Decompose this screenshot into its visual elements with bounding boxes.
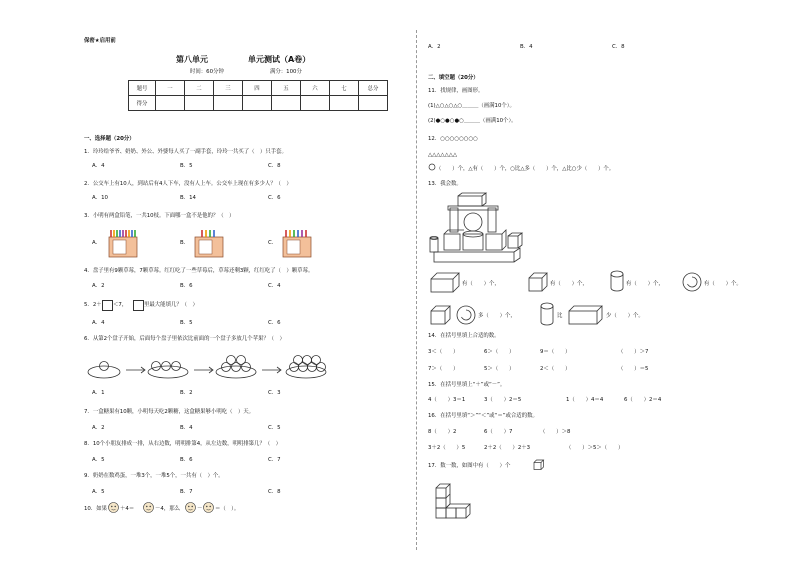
q9-option-c: C．8 [268, 489, 281, 495]
score-cell: 得分 [129, 96, 156, 111]
q16-item: 2＋2（ ）2＋3 [484, 445, 531, 451]
question-10-part-a: 10．如果 [84, 506, 108, 512]
count-cuboid-label: 有（ ）个， [462, 281, 500, 287]
question-11-part-1: (1)△○△○△○＿＿＿（画满10个）。 [428, 103, 515, 109]
compare-than-label: 比 [557, 313, 563, 319]
cube-icon [528, 272, 548, 292]
score-cell[interactable] [185, 96, 214, 111]
q3-option-a: A． [92, 240, 102, 246]
question-10-part-e: ＝（ ）。 [215, 506, 240, 512]
score-table-score-row [129, 96, 388, 111]
question-15: 15．在括号里填上“＋”或“－”。 [428, 382, 506, 388]
sphere-icon [682, 272, 702, 292]
block-castle-illustration [430, 194, 530, 266]
pencil-box-icon [194, 228, 224, 258]
plate-icon [88, 362, 120, 379]
q14-item: 7＞（ ） [428, 366, 459, 372]
q8-option-a: A．5 [92, 457, 105, 463]
q14-item: 5＞（ ） [484, 366, 515, 372]
score-cell[interactable] [359, 96, 388, 111]
circle-icon [428, 163, 436, 171]
count-cube-label: 有（ ）个， [550, 281, 588, 287]
question-1: 1．玲玲给爷爷、奶奶、外公、外婆每人买了一副手套，玲玲一共买了（ ）只手套。 [84, 149, 287, 155]
q16-item: 8（ ）2 [428, 429, 457, 435]
score-cell: 六 [301, 81, 330, 96]
test-title: 单元测试（A卷） [248, 55, 311, 64]
q10-option-a: A．2 [428, 44, 441, 50]
cartoon-face-icon [143, 502, 154, 513]
q14-item: （ ）＞7 [618, 349, 649, 355]
cuboid-icon [430, 272, 460, 294]
plate-icon [286, 356, 326, 379]
count-sphere-label: 有（ ）个。 [704, 281, 742, 287]
q9-option-b: B．7 [180, 489, 193, 495]
q3-option-b: B． [180, 240, 190, 246]
q16-item: 6（ ）7 [484, 429, 513, 435]
cube-icon [533, 459, 545, 470]
column-divider [416, 30, 417, 550]
q16-item: （ ）＞8 [540, 429, 571, 435]
compare-more-label: 多（ ）个， [478, 313, 516, 319]
sphere-icon [456, 305, 476, 325]
score-cell: 三 [214, 81, 243, 96]
question-5-part-a: 5．2＋ [84, 302, 102, 308]
q15-item: 6（ ）2＝4 [624, 397, 662, 403]
q14-item: 9＝（ ） [540, 349, 571, 355]
question-2: 2．公交车上有10人，到站后有4人下车，没有人上车。公交车上现在有多少人？（ ） [84, 181, 292, 187]
q4-option-a: A．2 [92, 283, 105, 289]
question-11-part-2: (2)●○●○●○＿＿＿（画满10个）。 [428, 118, 517, 124]
q5-option-b: B．5 [180, 320, 193, 326]
cylinder-icon [540, 302, 554, 326]
question-12: 12．○○○○○○○○ [428, 136, 478, 142]
score-cell: 二 [185, 81, 214, 96]
stacked-cubes-illustration [434, 482, 474, 524]
q14-item: 6＞（ ） [484, 349, 515, 355]
q9-option-a: A．5 [92, 489, 105, 495]
question-8: 8．10个小朋友排成一排，从右边数，明明排第4，从左边数，明明排第几？（ ） [84, 441, 282, 447]
cuboid-icon [568, 305, 604, 325]
question-10-part-b: ＋4＝ [120, 506, 135, 512]
score-cell[interactable] [301, 96, 330, 111]
cylinder-icon [610, 270, 624, 292]
section-choice-title: 一、选择题（20分） [84, 136, 135, 142]
q16-item: （ ）＞5＞（ ） [566, 445, 624, 451]
q1-option-a: A．4 [92, 163, 105, 169]
full-score-info: 满分：100分 [270, 69, 302, 75]
count-cylinder-label: 有（ ）个， [626, 281, 664, 287]
score-cell[interactable] [330, 96, 359, 111]
score-cell[interactable] [156, 96, 185, 111]
score-table-header-row [129, 81, 388, 96]
question-10-part-c: －4，那么 [155, 506, 180, 512]
q7-option-a: A．2 [92, 425, 105, 431]
q6-option-c: C．3 [268, 390, 281, 396]
q5-blank-box [133, 300, 144, 311]
secret-label: 保密★启用前 [84, 38, 116, 44]
q15-item: 3（ ）2＝5 [484, 397, 522, 403]
q5-option-a: A．4 [92, 320, 105, 326]
score-cell[interactable] [214, 96, 243, 111]
q10-option-b: B．4 [520, 44, 533, 50]
time-info: 时间：60分钟 [190, 69, 224, 75]
score-cell[interactable] [243, 96, 272, 111]
question-12-line: （ ）个，△有（ ）个，○比△多（ ）个，△比○少（ ）个。 [436, 166, 615, 172]
score-cell: 一 [156, 81, 185, 96]
q4-option-b: B．6 [180, 283, 193, 289]
apple-plates-illustration [86, 352, 326, 382]
q6-option-b: B．2 [180, 390, 193, 396]
q7-option-b: B．4 [180, 425, 193, 431]
q1-option-b: B．5 [180, 163, 193, 169]
unit-title: 第八单元 [176, 55, 208, 64]
q8-option-b: B．6 [180, 457, 193, 463]
question-11: 11．找规律，画图形。 [428, 88, 484, 94]
question-17: 17．数一数，如图中有（ ）个 [428, 463, 511, 469]
plate-icon [148, 362, 188, 379]
compare-less-label: 少（ ）个。 [606, 313, 644, 319]
score-cell: 题号 [129, 81, 156, 96]
score-cell: 七 [330, 81, 359, 96]
score-cell: 四 [243, 81, 272, 96]
q8-option-c: C．7 [268, 457, 281, 463]
q15-item: 1（ ）4＝4 [566, 397, 604, 403]
score-cell[interactable] [272, 96, 301, 111]
q2-option-c: C．6 [268, 195, 281, 201]
q15-item: 4（ ）3＝1 [428, 397, 466, 403]
question-13: 13．我会数。 [428, 181, 462, 187]
score-cell: 五 [272, 81, 301, 96]
question-4: 4．盘子里有9颗草莓，7颗草莓。红红吃了一些草莓后，草莓还剩3颗，红红吃了（ ）颗草莓。 [84, 268, 314, 274]
plate-icon [216, 356, 256, 379]
question-14: 14．在括号里填上合适的数。 [428, 333, 500, 339]
q3-option-c: C． [268, 240, 278, 246]
question-6: 6．从第2个盘子开始，后面每个盘子里依次比前面的一个盘子多放几个苹果？（ ） [84, 336, 285, 342]
question-5-part-c: 里最大能填几？（ ） [144, 302, 198, 308]
q1-option-c: C．8 [268, 163, 281, 169]
cartoon-face-icon [108, 502, 119, 513]
question-10-part-d: － [197, 506, 203, 512]
q16-item: 3＋2（ ）5 [428, 445, 466, 451]
question-16: 16．在括号里填“＞”“＜”或“＝”或合适的数。 [428, 413, 538, 419]
pencil-box-icon [108, 228, 138, 258]
q7-option-c: C．5 [268, 425, 281, 431]
cube-icon [430, 305, 452, 325]
question-3: 3．小明有两盒铅笔，一共10枝。下面哪一盒不是他的？（ ） [84, 213, 235, 219]
question-12-triangles: △△△△△△△ [428, 152, 458, 158]
question-9: 9．奶奶在数鸡蛋，一堆3个，一堆5个，一共有（ ）个。 [84, 473, 224, 479]
pencil-box-icon [282, 228, 312, 258]
q14-item: 2＜（ ） [540, 366, 571, 372]
question-7: 7．一盒糖果有10颗，小明每天吃2颗糖，这盒糖果够小明吃（ ）天。 [84, 409, 255, 415]
cartoon-face-icon [203, 502, 214, 513]
q2-option-b: B．14 [180, 195, 196, 201]
score-table [128, 80, 388, 111]
section-fill-title: 二、填空题（20分） [428, 75, 479, 81]
q4-option-c: C．4 [268, 283, 281, 289]
q14-item: 3＜（ ） [428, 349, 459, 355]
cartoon-face-icon [185, 502, 196, 513]
q10-option-c: C．8 [612, 44, 625, 50]
q6-option-a: A．1 [92, 390, 105, 396]
q5-blank-box [102, 300, 113, 311]
question-5-part-b: ＜7， [113, 302, 128, 308]
q5-option-c: C．6 [268, 320, 281, 326]
q2-option-a: A．10 [92, 195, 108, 201]
q14-item: （ ）＝5 [618, 366, 649, 372]
score-cell: 总分 [359, 81, 388, 96]
